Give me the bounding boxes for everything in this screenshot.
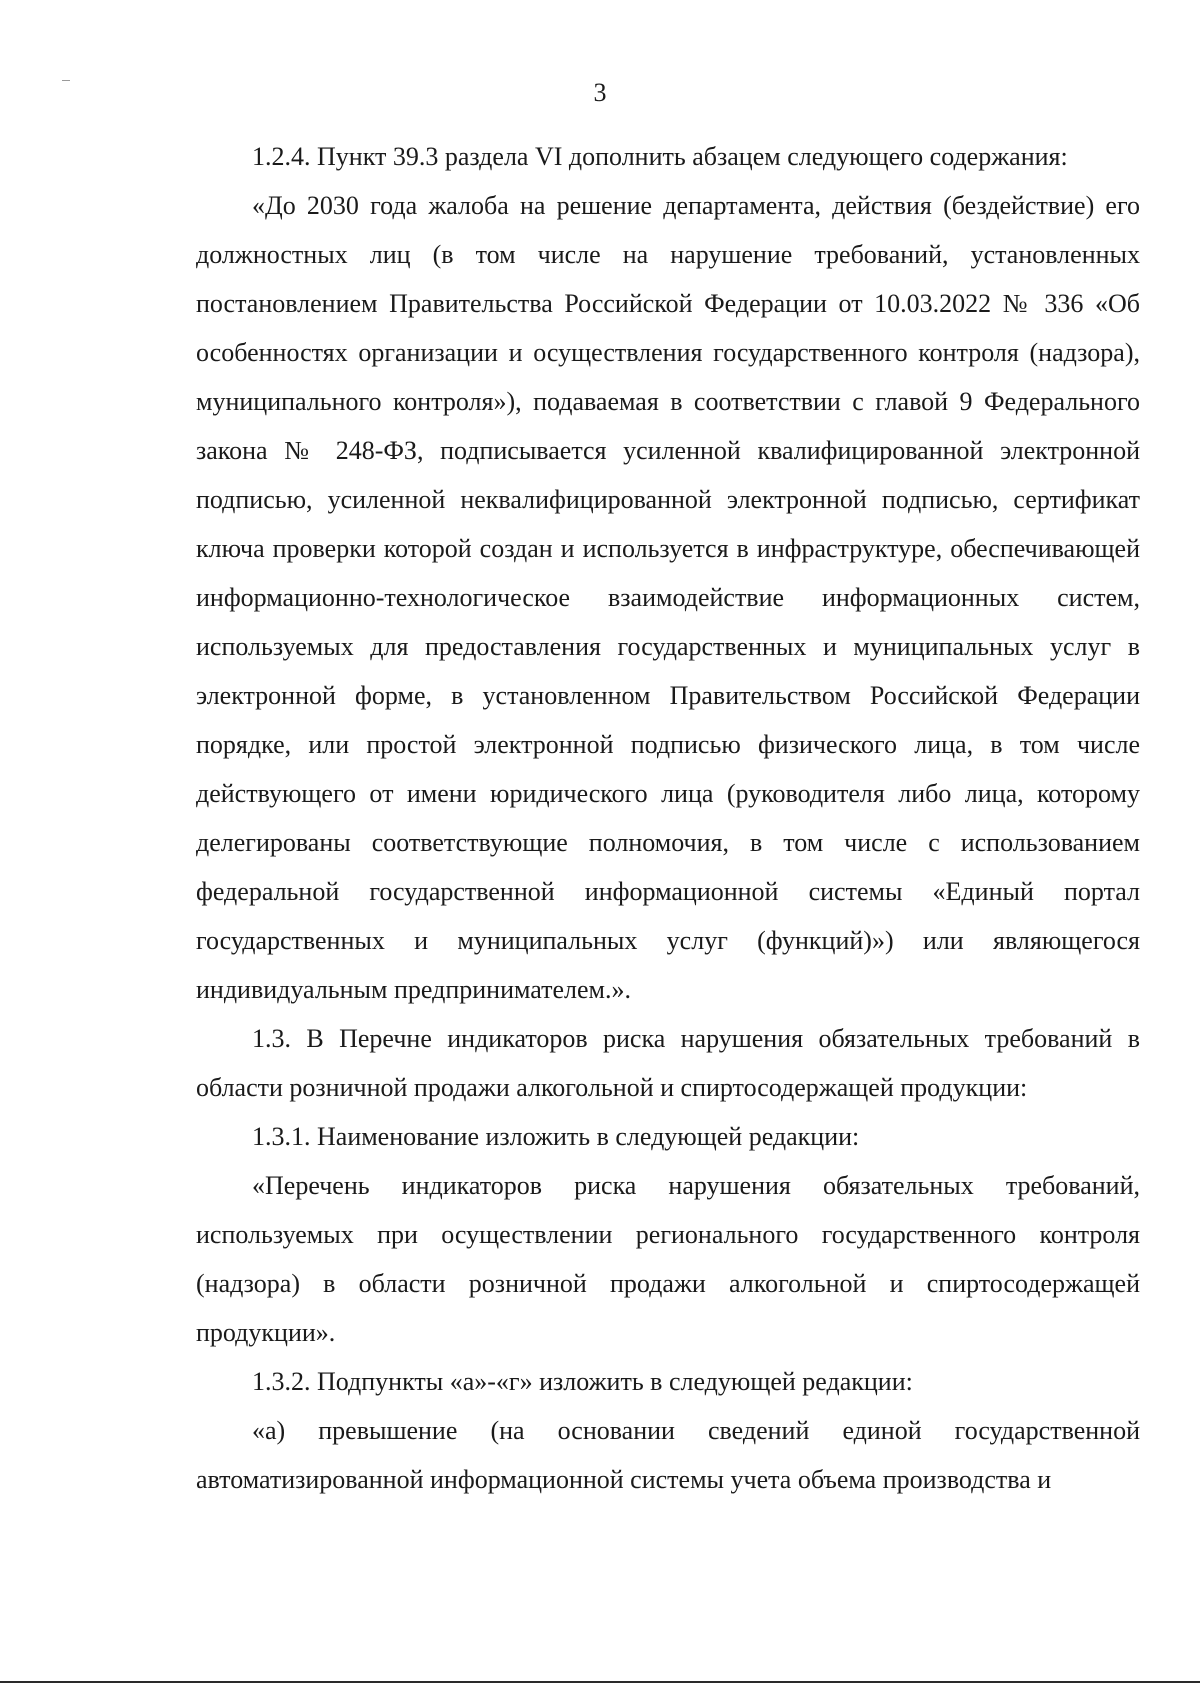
paragraph-1-3-2: 1.3.2. Подпункты «а»-«г» изложить в следующей редакции: — [252, 1367, 913, 1396]
paragraph-complaint-text: «До 2030 года жалоба на решение департамента, действия (бездействие) его должностных лиц (в том числе на нарушение требований, установленных постановлением Правительства Российской Федерации от 10.03.2022 № 336 «Об особенностях организации и осуществления государственного контроля (надзора), муниципального контроля»), подаваемая в соответствии с главой 9 Федерального закона № 248-ФЗ, подписывается усиленной квалифицированной электронной подписью, усиленной неквалифицированной электронной подписью, сертификат ключа проверки которой создан и используется в инфраструктуре, обеспечивающей информационно-технологическое взаимодействие информационных систем, используемых для предоставления государственных и муниципальных услуг в электронной форме, в установленном Правительством Российской Федерации порядке, или простой электронной подписью физического лица, в том числе действующего от имени юридического лица (руководителя либо лица, которому делегированы соответствующие полномочия, в том числе с использованием федеральной государственной информационной системы «Единый портал государственных и муниципальных услуг (функций)») или являющегося индивидуальным предпринимателем.». — [196, 191, 1140, 1004]
paragraph-1-2-4: 1.2.4. Пункт 39.3 раздела VI дополнить абзацем следующего содержания: — [252, 142, 1068, 171]
page-number: 3 — [593, 78, 607, 107]
paragraph-subitem-a: «а) превышение (на основании сведений единой государственной автоматизированной информационной системы учета объема производства и — [196, 1416, 1140, 1494]
document-body — [196, 132, 1140, 1504]
paragraph-1-3: 1.3. В Перечне индикаторов риска нарушения обязательных требований в области розничной продажи алкогольной и спиртосодержащей продукции: — [196, 1024, 1140, 1102]
paragraph-list-title: «Перечень индикаторов риска нарушения обязательных требований, используемых при осуществлении регионального государственного контроля (надзора) в области розничной продажи алкогольной и спиртосодержащей продукции». — [196, 1171, 1140, 1347]
scan-bottom-edge — [0, 1681, 1200, 1683]
paragraph-1-3-1: 1.3.1. Наименование изложить в следующей редакции: — [252, 1122, 860, 1151]
